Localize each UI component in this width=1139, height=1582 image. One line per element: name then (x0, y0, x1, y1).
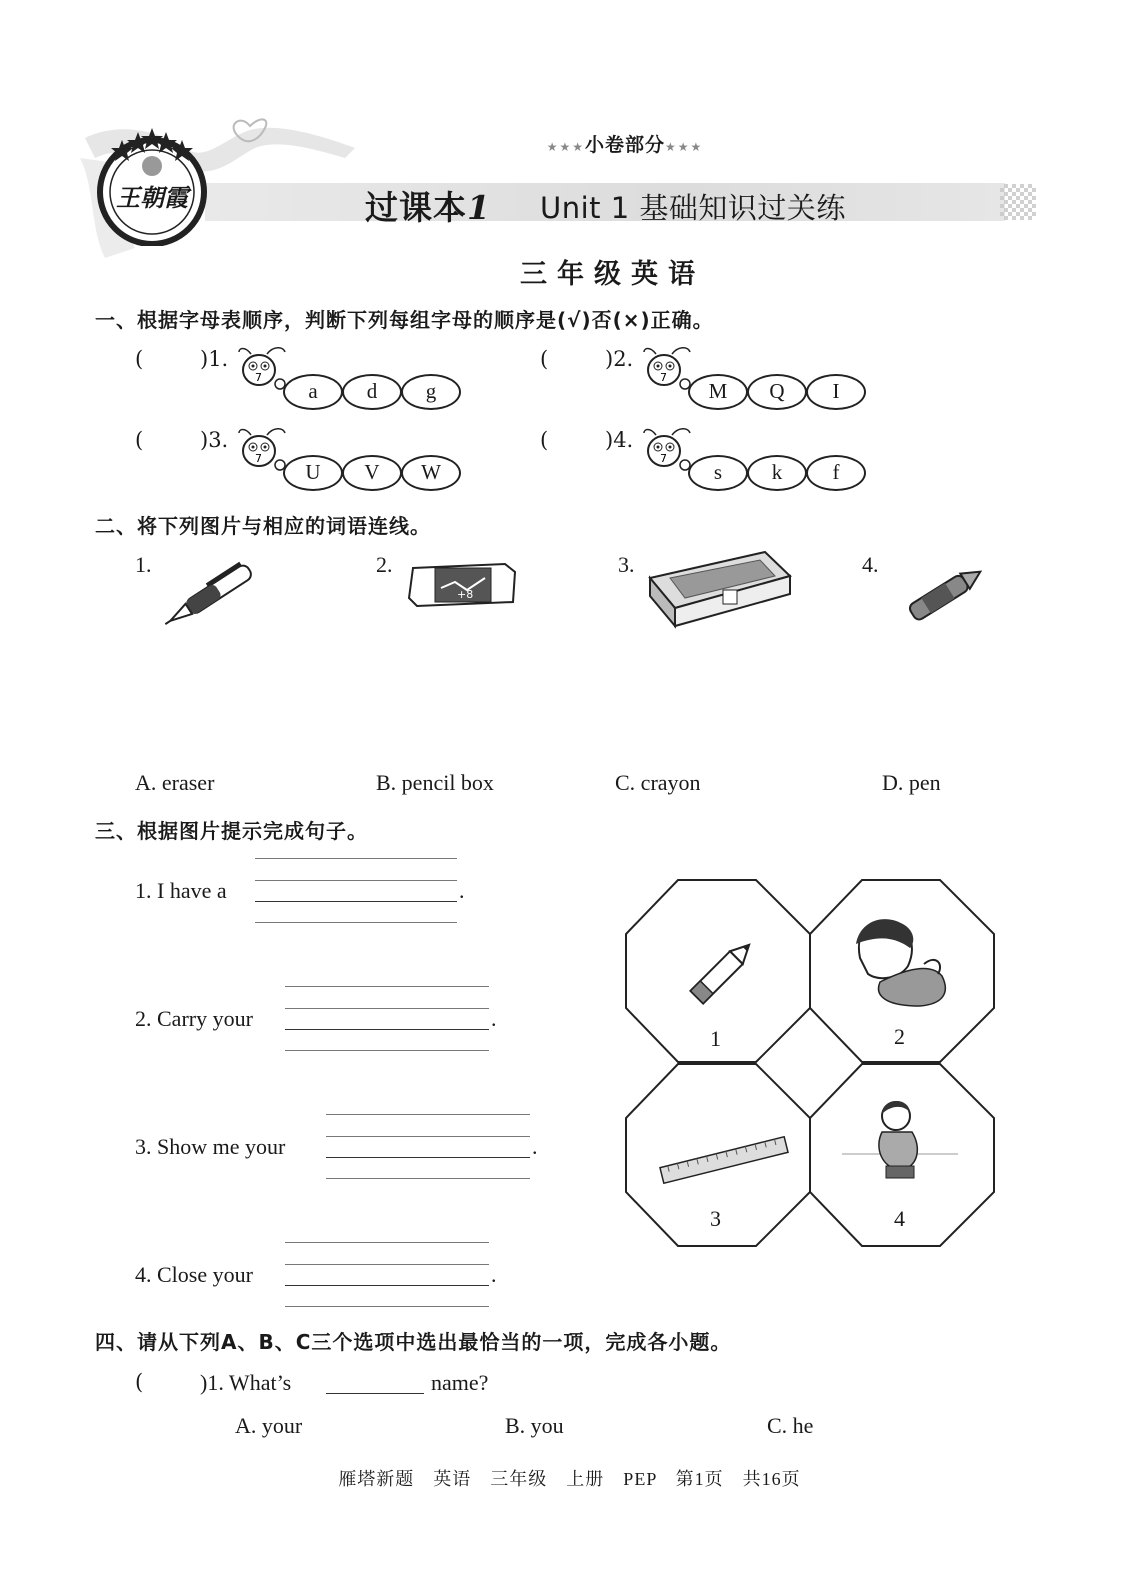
q1-heading: 一、根据字母表顺序，判断下列每组字母的顺序是(√)否(×)正确。 (95, 308, 714, 332)
crayon-icon[interactable] (893, 560, 993, 634)
choice-option[interactable]: B. you (505, 1413, 564, 1438)
picture-number: 4. (862, 552, 879, 577)
picture-number: 2. (376, 552, 393, 577)
letter-bubble: d (342, 374, 402, 410)
letter-bubble: k (747, 455, 807, 491)
letter-bubble: V (342, 455, 402, 491)
pen-icon[interactable] (155, 558, 270, 637)
writing-guide-line (255, 858, 457, 859)
star-icon: ★★★ (665, 140, 704, 154)
writing-guide-line (326, 1114, 530, 1115)
writing-guide-line (285, 1306, 489, 1307)
writing-guide-line (285, 1242, 489, 1243)
pencil-box-icon[interactable] (645, 548, 795, 637)
choice-option[interactable]: A. your (235, 1413, 303, 1438)
logo-text: 王朝霞 (116, 184, 188, 212)
sentence: 4. Close your (135, 1262, 253, 1287)
title-unit: Unit 1 基础知识过关练 (540, 191, 846, 225)
letter-bubble: M (688, 374, 748, 410)
writing-guide-line (326, 1136, 530, 1137)
picture-label: 1 (710, 1026, 721, 1051)
letter-bubble: I (806, 374, 866, 410)
item-number: )3. (200, 428, 229, 452)
title-cn: 过课本 (365, 188, 467, 227)
caterpillar-head-icon (642, 427, 694, 477)
writing-guide-line (255, 880, 457, 881)
picture-label: 2 (894, 1024, 905, 1049)
writing-guide-line (326, 1178, 530, 1179)
sentence: 1. I have a (135, 878, 227, 903)
writing-guide-line (285, 1008, 489, 1009)
word-option: B. pencil box (376, 770, 494, 795)
caterpillar-head-icon (237, 427, 289, 477)
q2-heading: 二、将下列图片与相应的词语连线。 (95, 514, 431, 538)
word-option: D. pen (882, 770, 941, 795)
question-prefix: )1. What’s (200, 1370, 292, 1395)
svg-text:7: 7 (660, 452, 667, 465)
answer-blank[interactable]: ( (135, 1370, 144, 1394)
section-label (520, 130, 730, 157)
star-icon: ★★★ (546, 140, 585, 154)
page-title (365, 182, 491, 229)
caterpillar-head-icon (642, 346, 694, 396)
answer-line[interactable] (326, 1157, 530, 1158)
letter-bubble: s (688, 455, 748, 491)
letter-bubble: g (401, 374, 461, 410)
period: . (491, 1262, 497, 1287)
subject-title: 三年级英语 (520, 259, 705, 290)
brand-logo (92, 126, 212, 250)
letter-bubble: Q (747, 374, 807, 410)
picture-number: 1. (135, 552, 152, 577)
svg-text:7: 7 (255, 452, 262, 465)
page-footer: 雁塔新题 英语 三年级 上册 PEP 第1页 共16页 (338, 1469, 801, 1489)
answer-blank[interactable]: ( (135, 347, 144, 371)
picture-label: 3 (710, 1206, 721, 1231)
eraser-icon[interactable] (405, 558, 520, 617)
svg-text:+8: +8 (457, 588, 474, 601)
item-number: )2. (605, 347, 634, 371)
sentence: 2. Carry your (135, 1006, 253, 1031)
answer-line[interactable] (285, 1029, 489, 1030)
q3-heading: 三、根据图片提示完成句子。 (95, 819, 368, 843)
word-option: A. eraser (135, 770, 215, 795)
letter-bubble: W (401, 455, 461, 491)
writing-guide-line (285, 986, 489, 987)
letter-bubble: f (806, 455, 866, 491)
answer-line[interactable] (285, 1285, 489, 1286)
letter-bubble: a (283, 374, 343, 410)
period: . (532, 1134, 538, 1159)
choice-option[interactable]: C. he (767, 1413, 814, 1438)
banner-checker-pattern (1000, 184, 1036, 220)
picture-grid (624, 878, 996, 1254)
picture-label: 4 (894, 1206, 905, 1231)
item-number: )1. (200, 347, 229, 371)
answer-blank[interactable]: ( (540, 347, 549, 371)
writing-guide-line (285, 1050, 489, 1051)
section-label-text: 小卷部分 (584, 134, 665, 156)
title-number: 1 (467, 188, 491, 227)
word-option: C. crayon (615, 770, 701, 795)
svg-text:7: 7 (660, 371, 667, 384)
answer-blank[interactable]: ( (135, 428, 144, 452)
writing-guide-line (285, 1264, 489, 1265)
letter-bubble: U (283, 455, 343, 491)
period: . (459, 878, 465, 903)
item-number: )4. (605, 428, 634, 452)
answer-line[interactable] (255, 901, 457, 902)
sentence: 3. Show me your (135, 1134, 286, 1159)
q4-heading: 四、请从下列A、B、C三个选项中选出最恰当的一项，完成各小题。 (95, 1330, 732, 1354)
svg-text:7: 7 (255, 371, 262, 384)
question-blank[interactable] (326, 1393, 424, 1394)
picture-number: 3. (618, 552, 635, 577)
answer-blank[interactable]: ( (540, 428, 549, 452)
question-suffix: name? (431, 1370, 489, 1395)
caterpillar-head-icon (237, 346, 289, 396)
period: . (491, 1006, 497, 1031)
writing-guide-line (255, 922, 457, 923)
